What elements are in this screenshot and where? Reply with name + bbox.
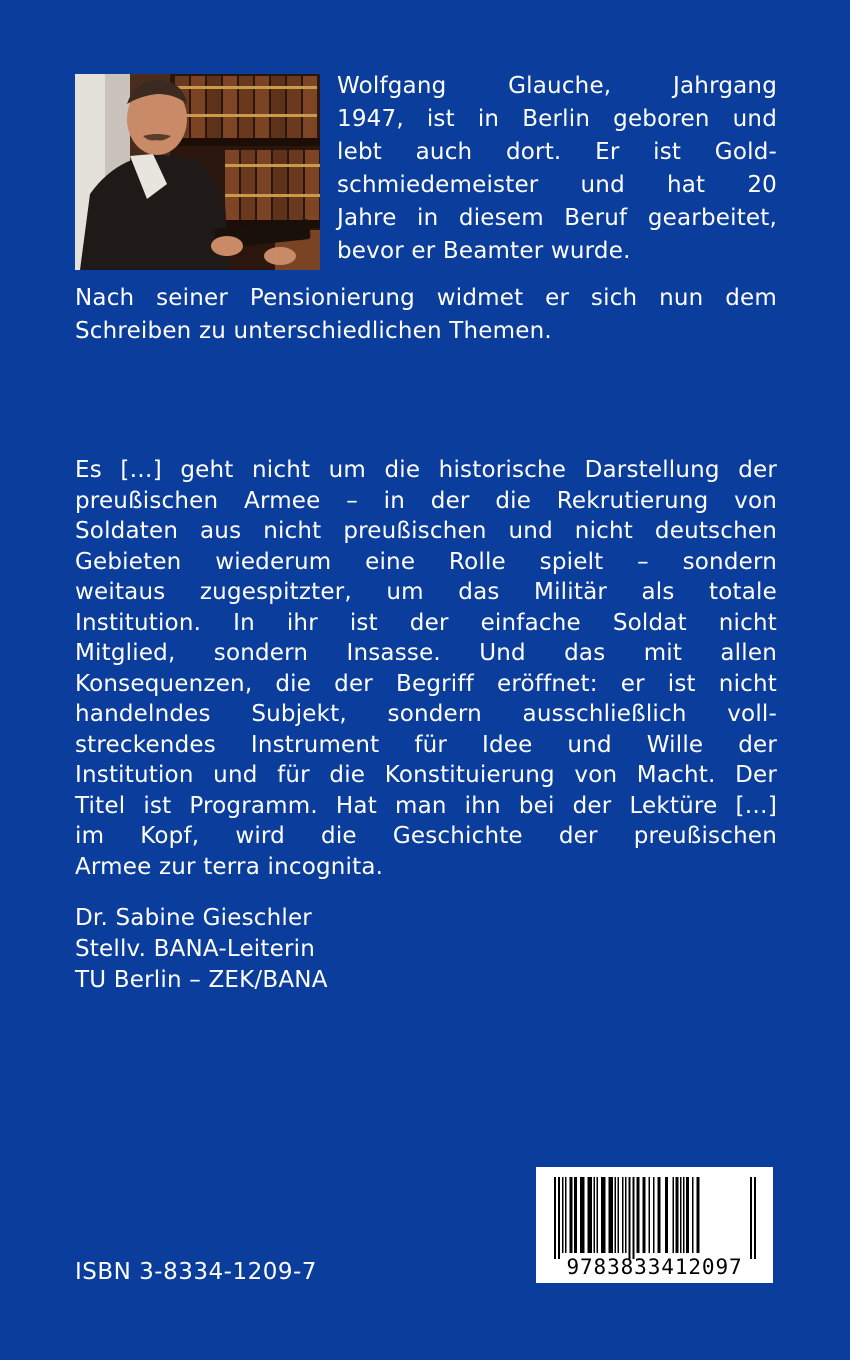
bio-line: Wolfgang Glauche, Jahrgang	[337, 73, 777, 99]
isbn-text: ISBN 3-8334-1209-7	[75, 1259, 317, 1285]
quote-signature	[75, 903, 575, 996]
quote-line: Titel ist Programm. Hat man ihn bei der Lektüre […]	[75, 792, 777, 819]
barcode-bar	[665, 1177, 668, 1253]
barcode-bar	[565, 1177, 567, 1253]
quote-line: Soldaten aus nicht preußischen und nicht deutschen	[75, 518, 777, 544]
author-bio-continuation	[75, 282, 777, 348]
barcode-bar	[558, 1177, 560, 1259]
barcode-bar	[625, 1177, 627, 1253]
barcode-bar	[754, 1177, 756, 1259]
barcode-bar	[629, 1177, 631, 1259]
bio-line: Jahre in diesem Beruf gearbeitet,	[337, 205, 777, 231]
bio-continuation-line: Nach seiner Pensionierung widmet er sich nun dem	[75, 285, 777, 311]
quote-line: preußischen Armee – in der die Rekrutierung von	[75, 487, 777, 514]
quote-line: handelndes Subjekt, sondern ausschließlich voll-	[75, 701, 777, 727]
barcode-bar	[673, 1177, 675, 1253]
signature-role: Stellv. BANA-Leiterin	[75, 936, 315, 962]
bio-line: schmiedemeister und hat 20	[337, 172, 777, 198]
barcode-bar	[588, 1177, 593, 1253]
barcode-bar	[618, 1177, 620, 1253]
barcode-bar	[750, 1177, 752, 1259]
quote-line: Gebieten wiederum eine Rolle spielt – sondern	[75, 548, 777, 575]
bio-continuation-line: Schreiben zu unterschiedlichen Themen.	[75, 318, 552, 344]
signature-name: Dr. Sabine Gieschler	[75, 905, 312, 931]
barcode-bar	[609, 1177, 614, 1253]
barcode-bar	[697, 1177, 700, 1253]
quote-line: weitaus zugespitzter, um das Militär als totale	[75, 579, 777, 605]
barcode-bar	[622, 1177, 624, 1253]
author-bio	[337, 70, 777, 268]
quote-line: im Kopf, wird die Geschichte der preußischen	[75, 823, 777, 849]
barcode-bar	[554, 1177, 556, 1259]
barcode-bar	[597, 1177, 599, 1253]
bio-line: 1947, ist in Berlin geboren und	[337, 106, 777, 132]
barcode-bar	[637, 1177, 640, 1253]
quote-line: Institution und für die Konstituierung von Macht. Der	[75, 762, 777, 788]
barcode-bar	[676, 1177, 679, 1253]
quote-line: Mitglied, sondern Insasse. Und das mit allen	[75, 640, 777, 666]
review-quote	[75, 455, 777, 882]
barcode-bar	[562, 1177, 564, 1253]
barcode-bar	[615, 1177, 617, 1253]
author-photo-icon	[75, 74, 320, 270]
quote-line: Institution. In ihr ist der einfache Soldat nicht	[75, 609, 777, 636]
barcode-bar	[686, 1177, 689, 1253]
barcode-bar	[643, 1177, 646, 1253]
barcode-bar	[601, 1177, 606, 1253]
quote-line: Armee zur terra incognita.	[75, 853, 384, 880]
barcode	[536, 1167, 773, 1283]
barcode-bar	[633, 1177, 635, 1259]
barcode-bar	[653, 1177, 655, 1253]
barcode-bar	[683, 1177, 685, 1253]
bio-line: bevor er Beamter wurde.	[337, 238, 631, 264]
barcode-bar	[649, 1177, 651, 1253]
barcode-bar	[692, 1177, 694, 1253]
barcode-bar	[570, 1177, 573, 1253]
quote-line: streckendes Instrument für Idee und Wille der	[75, 731, 777, 758]
barcode-bar	[574, 1177, 577, 1253]
barcode-bar	[680, 1177, 682, 1253]
barcode-bar	[594, 1177, 596, 1253]
bio-line: lebt auch dort. Er ist Gold-	[337, 139, 777, 165]
barcode-bar	[658, 1177, 661, 1253]
barcode-digits: 9783833412097	[566, 1255, 743, 1279]
quote-line: Konsequenzen, die der Begriff eröffnet: er ist nicht	[75, 670, 777, 697]
signature-org: TU Berlin – ZEK/BANA	[75, 967, 328, 993]
barcode-bar	[580, 1177, 585, 1253]
quote-line: Es […] geht nicht um die historische Darstellung der	[75, 457, 777, 483]
